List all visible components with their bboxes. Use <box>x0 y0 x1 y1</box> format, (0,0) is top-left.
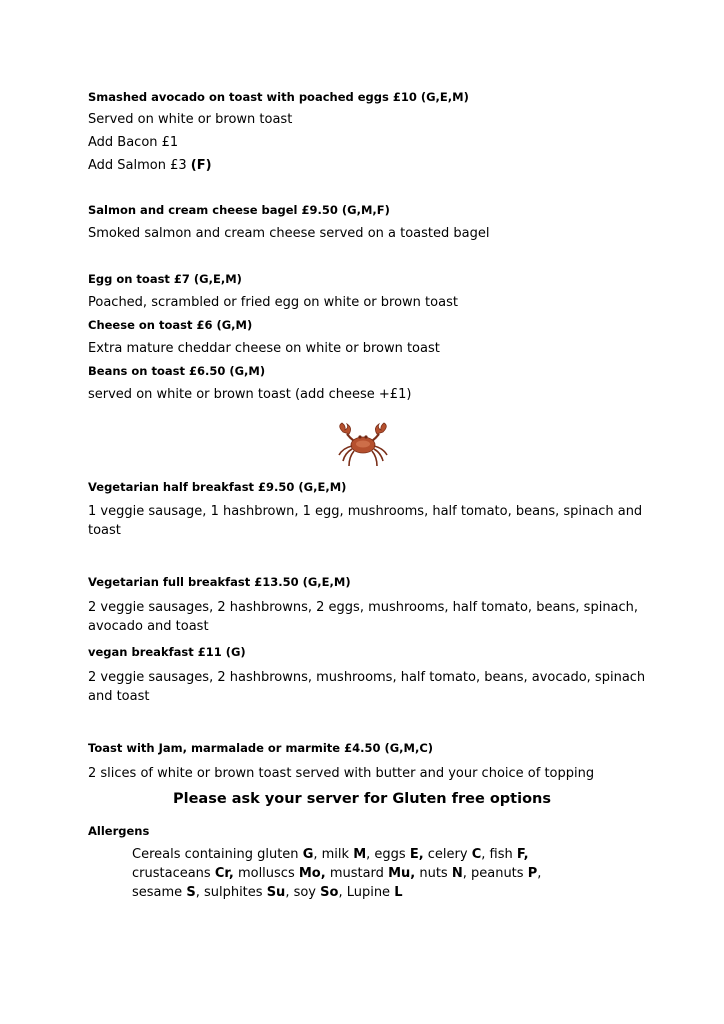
allergen-item <box>204 885 294 900</box>
allergen-name: sesame <box>132 885 187 900</box>
allergen-code: F, <box>516 847 529 862</box>
allergen-item <box>347 885 403 900</box>
addon-salmon-allergen: (F) <box>190 158 212 173</box>
allergen-code: S <box>186 885 196 900</box>
allergen-code: E, <box>409 847 424 862</box>
allergen-code: C <box>471 847 482 862</box>
item-title-vegan: vegan breakfast £11 (G) <box>88 645 246 659</box>
allergen-code: Cr, <box>214 866 234 881</box>
item-title-bagel: Salmon and cream cheese bagel £9.50 (G,M,F) <box>88 203 390 217</box>
allergen-separator: , <box>481 847 490 862</box>
allergen-name: soy <box>293 885 321 900</box>
item-title-egg-toast: Egg on toast £7 (G,E,M) <box>88 272 242 286</box>
allergen-item <box>374 847 427 862</box>
allergen-code: Mo, <box>298 866 326 881</box>
allergen-code: P <box>527 866 538 881</box>
item-addon-bacon: Add Bacon £1 <box>88 135 179 150</box>
allergen-separator: , <box>462 866 471 881</box>
allergen-name: peanuts <box>470 866 528 881</box>
allergen-name: mustard <box>329 866 389 881</box>
item-desc-avocado: Served on white or brown toast <box>88 112 293 127</box>
allergen-item <box>132 885 204 900</box>
allergen-name: celery <box>427 847 472 862</box>
allergen-item <box>132 847 322 862</box>
item-desc-toast-jam: 2 slices of white or brown toast served with butter and your choice of topping <box>88 766 595 781</box>
allergen-code: G <box>302 847 314 862</box>
allergens-list <box>132 845 572 902</box>
item-title-avocado: Smashed avocado on toast with poached eggs £10 (G,E,M) <box>88 90 469 104</box>
crab-icon <box>333 422 393 470</box>
allergen-name: milk <box>321 847 354 862</box>
allergens-heading: Allergens <box>88 824 150 838</box>
allergen-separator: , <box>285 885 294 900</box>
allergen-separator: , <box>313 847 322 862</box>
allergen-item <box>238 866 330 881</box>
allergen-separator: , <box>195 885 204 900</box>
item-desc-egg-toast: Poached, scrambled or fried egg on white or brown toast <box>88 295 458 310</box>
allergen-code: L <box>394 885 403 900</box>
gluten-free-notice: Please ask your server for Gluten free options <box>172 791 551 807</box>
addon-salmon-text: Add Salmon £3 <box>88 158 191 173</box>
allergen-item <box>322 847 375 862</box>
allergen-code: N <box>451 866 463 881</box>
allergen-name: Lupine <box>346 885 395 900</box>
allergen-separator: , <box>537 866 542 881</box>
allergen-item <box>294 885 347 900</box>
item-desc-vegan: 2 veggie sausages, 2 hashbrowns, mushrooms, half tomato, beans, avocado, spinach and toast <box>88 670 646 704</box>
allergen-code: So <box>320 885 339 900</box>
allergen-name: nuts <box>419 866 452 881</box>
allergen-item <box>132 866 238 881</box>
allergen-name: fish <box>489 847 517 862</box>
allergen-code: Mu, <box>388 866 416 881</box>
item-title-beans-toast: Beans on toast £6.50 (G,M) <box>88 364 266 378</box>
allergen-item <box>419 866 471 881</box>
allergen-name: molluscs <box>237 866 299 881</box>
allergen-item <box>428 847 490 862</box>
allergen-code: M <box>353 847 367 862</box>
allergen-name: Cereals containing gluten <box>132 847 303 862</box>
item-title-cheese-toast: Cheese on toast £6 (G,M) <box>88 318 253 332</box>
item-desc-veg-full: 2 veggie sausages, 2 hashbrowns, 2 eggs, mushrooms, half tomato, beans, spinach, avocado and toast <box>88 600 639 634</box>
allergen-name: sulphites <box>203 885 267 900</box>
item-title-veg-half: Vegetarian half breakfast £9.50 (G,E,M) <box>88 480 347 494</box>
item-desc-beans-toast: served on white or brown toast (add cheese +£1) <box>88 387 412 402</box>
allergen-name: crustaceans <box>132 866 215 881</box>
item-desc-veg-half: 1 veggie sausage, 1 hashbrown, 1 egg, mushrooms, half tomato, beans, spinach and toast <box>88 504 643 538</box>
item-desc-bagel: Smoked salmon and cream cheese served on a toasted bagel <box>88 226 490 241</box>
allergen-item <box>471 866 541 881</box>
item-addon-salmon <box>88 156 212 175</box>
allergen-separator: , <box>338 885 347 900</box>
item-desc-cheese-toast: Extra mature cheddar cheese on white or brown toast <box>88 341 440 356</box>
allergen-name: eggs <box>374 847 410 862</box>
allergen-separator: , <box>366 847 375 862</box>
allergen-code: Su <box>266 885 286 900</box>
allergen-item <box>330 866 420 881</box>
allergen-item <box>490 847 529 862</box>
item-title-veg-full: Vegetarian full breakfast £13.50 (G,E,M) <box>88 575 351 589</box>
item-title-toast-jam: Toast with Jam, marmalade or marmite £4.50 (G,M,C) <box>88 741 434 755</box>
